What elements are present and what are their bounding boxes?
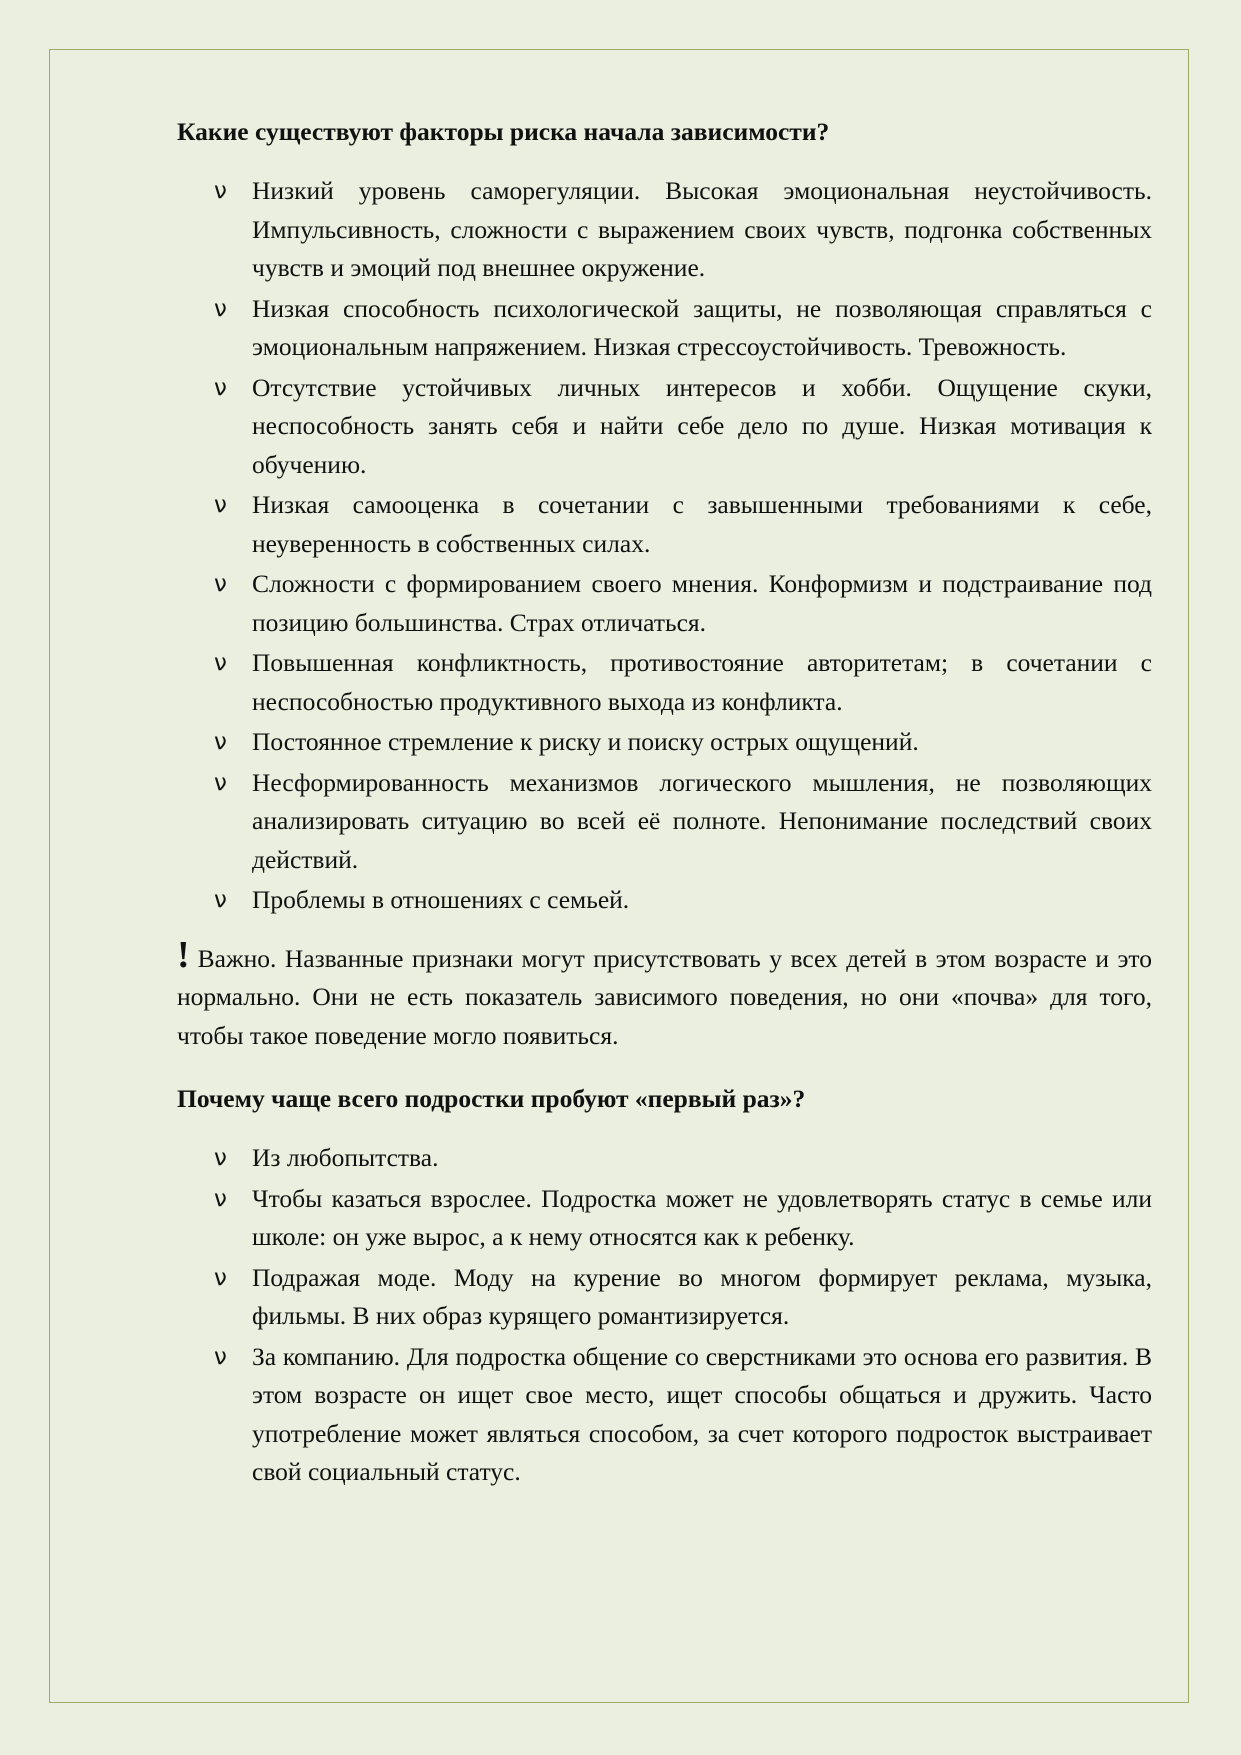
bullet-icon: ν	[214, 571, 227, 597]
list-item-text: Чтобы казаться взрослее. Подростка может не удовлетворять статус в семье или школе: он уже вырос, а к нему относятся как к ребенку.	[252, 1183, 1152, 1251]
list-item-text: Низкая самооценка в сочетании с завышенными требованиями к себе, неуверенность в собственных силах.	[252, 490, 1152, 558]
list-item-text: Повышенная конфликтность, противостояние авторитетам; в сочетании с неспособностью продуктивного выхода из конфликта.	[252, 648, 1152, 716]
list-item-text: Проблемы в отношениях с семьей.	[252, 885, 630, 914]
document-content	[177, 114, 1152, 1494]
list-item	[177, 369, 1152, 485]
bullet-icon: ν	[214, 492, 227, 518]
first-time-reasons-list	[177, 1139, 1152, 1492]
first-time-heading: Почему чаще всего подростки пробуют «первый раз»?	[177, 1084, 806, 1113]
list-item-text: Подражая моде. Моду на курение во многом формирует реклама, музыка, фильмы. В них образ курящего романтизируется.	[252, 1262, 1152, 1330]
list-item	[177, 881, 1152, 920]
list-item	[177, 1259, 1152, 1336]
list-item-text: Несформированность механизмов логического мышления, не позволяющих анализировать ситуацию во всей её полноте. Непонимание последствий своих действий.	[252, 767, 1152, 874]
bullet-icon: ν	[214, 1145, 227, 1171]
bullet-icon: ν	[214, 729, 227, 755]
important-note-text: Важно. Названные признаки могут присутствовать у всех детей в этом возрасте и это нормально. Они не есть показатель зависимого поведения, но они «почва» для того, чтобы такое поведение могло появиться.	[177, 943, 1152, 1050]
bullet-icon: ν	[214, 1264, 227, 1291]
list-item-text: Постоянное стремление к риску и поиску острых ощущений.	[252, 727, 919, 756]
important-note	[177, 933, 1152, 1056]
bullet-icon: ν	[214, 374, 227, 401]
bullet-icon: ν	[214, 650, 227, 676]
bullet-icon: ν	[214, 769, 227, 796]
bullet-icon: ν	[214, 295, 227, 322]
list-item	[177, 565, 1152, 642]
exclamation-icon: !	[177, 933, 190, 976]
list-item-text: Сложности с формированием своего мнения. Конформизм и подстраивание под позицию большинства. Страх отличаться.	[252, 569, 1152, 637]
risk-factors-heading: Какие существуют факторы риска начала зависимости?	[177, 117, 830, 146]
list-item	[177, 723, 1152, 762]
list-item	[177, 1180, 1152, 1257]
list-item-text: За компанию. Для подростка общение со сверстниками это основа его развития. В этом возрасте он ищет свое место, ищет способы общаться и дружить. Часто употребление может являться способом, за счет которого подросток выстраивает свой социальный статус.	[252, 1341, 1152, 1486]
list-item	[177, 764, 1152, 880]
risk-factors-list	[177, 172, 1152, 920]
bullet-icon: ν	[214, 1185, 227, 1212]
list-item	[177, 486, 1152, 563]
list-item	[177, 1139, 1152, 1178]
bullet-icon: ν	[214, 178, 227, 204]
list-item-text: Низкая способность психологической защиты, не позволяющая справляться с эмоциональным напряжением. Низкая стрессоустойчивость. Тревожность.	[252, 293, 1152, 361]
list-item	[177, 290, 1152, 367]
list-item	[177, 1338, 1152, 1492]
list-item-text: Низкий уровень саморегуляции. Высокая эмоциональная неустойчивость. Импульсивность, сложности с выражением своих чувств, подгонка собственных чувств и эмоций под внешнее окружение.	[252, 176, 1152, 282]
list-item	[177, 644, 1152, 721]
list-item	[177, 172, 1152, 288]
list-item-text: Из любопытства.	[252, 1143, 439, 1172]
bullet-icon: ν	[214, 1343, 227, 1370]
bullet-icon: ν	[214, 887, 227, 913]
list-item-text: Отсутствие устойчивых личных интересов и хобби. Ощущение скуки, неспособность занять себя и найти себе дело по душе. Низкая мотивация к обучению.	[252, 372, 1152, 479]
